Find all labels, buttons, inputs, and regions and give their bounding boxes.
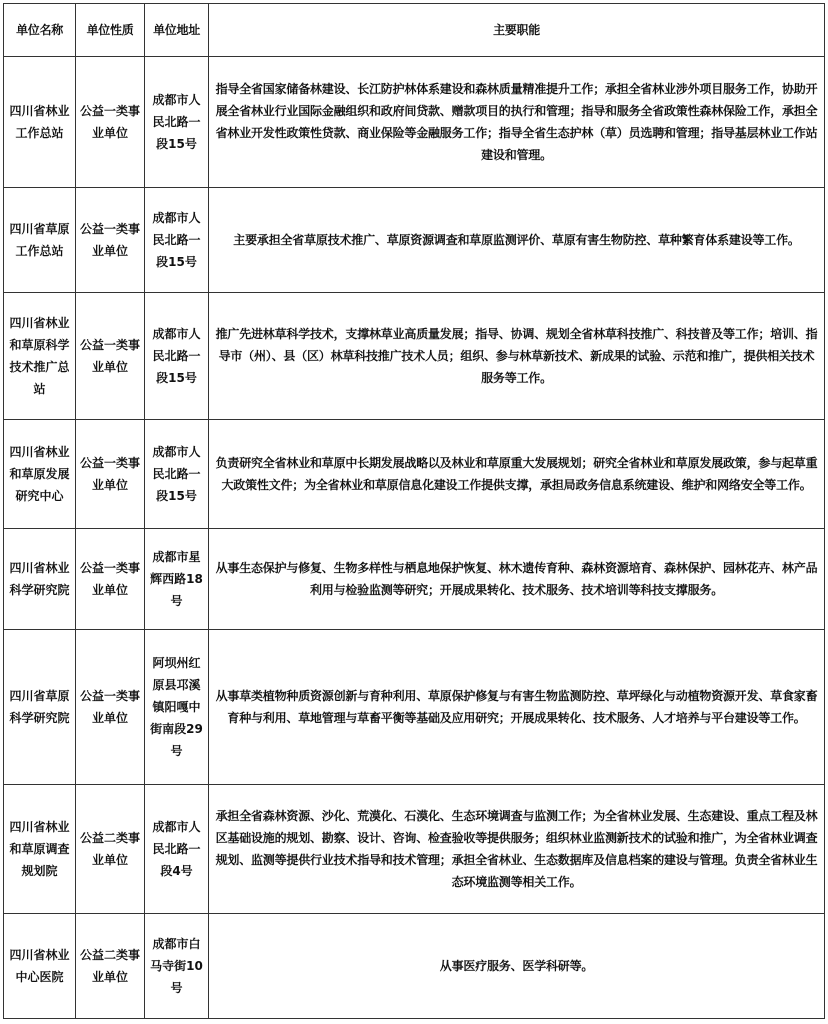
unit-duty-cell: 负责研究全省林业和草原中长期发展战略以及林业和草原重大发展规划；研究全省林业和草原发展政策，参与起草重大政策性文件；为全省林业和草原信息化建设工作提供支撑，承担局政务信息系统建设、维护和网络安全等工作。 [209, 420, 825, 529]
unit-address-cell: 阿坝州红原县邛溪镇阳嘎中街南段29号 [145, 630, 209, 785]
table-row [4, 188, 825, 293]
unit-name-cell: 四川省林业和草原调查规划院 [4, 785, 76, 914]
table-row [4, 420, 825, 529]
unit-nature-cell: 公益一类事业单位 [76, 57, 145, 188]
unit-duty-cell: 从事草类植物种质资源创新与育种利用、草原保护修复与有害生物监测防控、草坪绿化与动植物资源开发、草食家畜育种与利用、草地管理与草畜平衡等基础及应用研究；开展成果转化、技术服务、人才培养与平台建设等工作。 [209, 630, 825, 785]
unit-name-cell: 四川省林业中心医院 [4, 914, 76, 1019]
unit-name-cell: 四川省草原工作总站 [4, 188, 76, 293]
unit-name-cell: 四川省林业和草原发展研究中心 [4, 420, 76, 529]
table-row [4, 529, 825, 630]
unit-nature-cell: 公益一类事业单位 [76, 630, 145, 785]
unit-name-cell: 四川省草原科学研究院 [4, 630, 76, 785]
unit-name-cell: 四川省林业科学研究院 [4, 529, 76, 630]
unit-duty-cell: 从事生态保护与修复、生物多样性与栖息地保护恢复、林木遗传育种、森林资源培育、森林保护、园林花卉、林产品利用与检验监测等研究；开展成果转化、技术服务、技术培训等科技支撑服务。 [209, 529, 825, 630]
unit-nature-cell: 公益一类事业单位 [76, 529, 145, 630]
table-row [4, 57, 825, 188]
unit-duty-cell: 推广先进林草科学技术，支撑林草业高质量发展；指导、协调、规划全省林草科技推广、科技普及等工作；培训、指导市（州）、县（区）林草科技推广技术人员；组织、参与林草新技术、新成果的试验、示范和推广，提供相关技术服务等工作。 [209, 293, 825, 420]
unit-address-cell: 成都市人民北路一段15号 [145, 420, 209, 529]
unit-nature-cell: 公益二类事业单位 [76, 785, 145, 914]
unit-duty-cell: 主要承担全省草原技术推广、草原资源调查和草原监测评价、草原有害生物防控、草种繁育体系建设等工作。 [209, 188, 825, 293]
table-row [4, 914, 825, 1019]
table-row [4, 630, 825, 785]
header-nature: 单位性质 [76, 4, 145, 57]
table-header-row [4, 4, 825, 57]
unit-address-cell: 成都市星辉西路18号 [145, 529, 209, 630]
unit-duty-cell: 从事医疗服务、医学科研等。 [209, 914, 825, 1019]
unit-address-cell: 成都市人民北路一段15号 [145, 293, 209, 420]
unit-address-cell: 成都市人民北路一段15号 [145, 57, 209, 188]
unit-address-cell: 成都市人民北路一段15号 [145, 188, 209, 293]
unit-nature-cell: 公益一类事业单位 [76, 420, 145, 529]
unit-address-cell: 成都市人民北路一段4号 [145, 785, 209, 914]
unit-nature-cell: 公益二类事业单位 [76, 914, 145, 1019]
table-row [4, 293, 825, 420]
unit-nature-cell: 公益一类事业单位 [76, 293, 145, 420]
units-table [3, 3, 825, 1019]
header-duty: 主要职能 [209, 4, 825, 57]
unit-name-cell: 四川省林业工作总站 [4, 57, 76, 188]
table-row [4, 785, 825, 914]
unit-duty-cell: 承担全省森林资源、沙化、荒漠化、石漠化、生态环境调查与监测工作；为全省林业发展、生态建设、重点工程及林区基础设施的规划、勘察、设计、咨询、检查验收等提供服务；组织林业监测新技术的试验和推广，为全省林业调查规划、监测等提供行业技术指导和技术管理；承担全省林业、生态数据库及信息档案的建设与管理。负责全省林业生态环境监测等相关工作。 [209, 785, 825, 914]
unit-address-cell: 成都市白马寺街10号 [145, 914, 209, 1019]
header-address: 单位地址 [145, 4, 209, 57]
units-table-container [3, 3, 824, 1019]
unit-name-cell: 四川省林业和草原科学技术推广总站 [4, 293, 76, 420]
unit-nature-cell: 公益一类事业单位 [76, 188, 145, 293]
header-name: 单位名称 [4, 4, 76, 57]
unit-duty-cell: 指导全省国家储备林建设、长江防护林体系建设和森林质量精准提升工作；承担全省林业涉外项目服务工作，协助开展全省林业行业国际金融组织和政府间贷款、赠款项目的执行和管理；指导和服务全省政策性森林保险工作，承担全省林业开发性政策性贷款、商业保险等金融服务工作；指导全省生态护林（草）员选聘和管理；指导基层林业工作站建设和管理。 [209, 57, 825, 188]
